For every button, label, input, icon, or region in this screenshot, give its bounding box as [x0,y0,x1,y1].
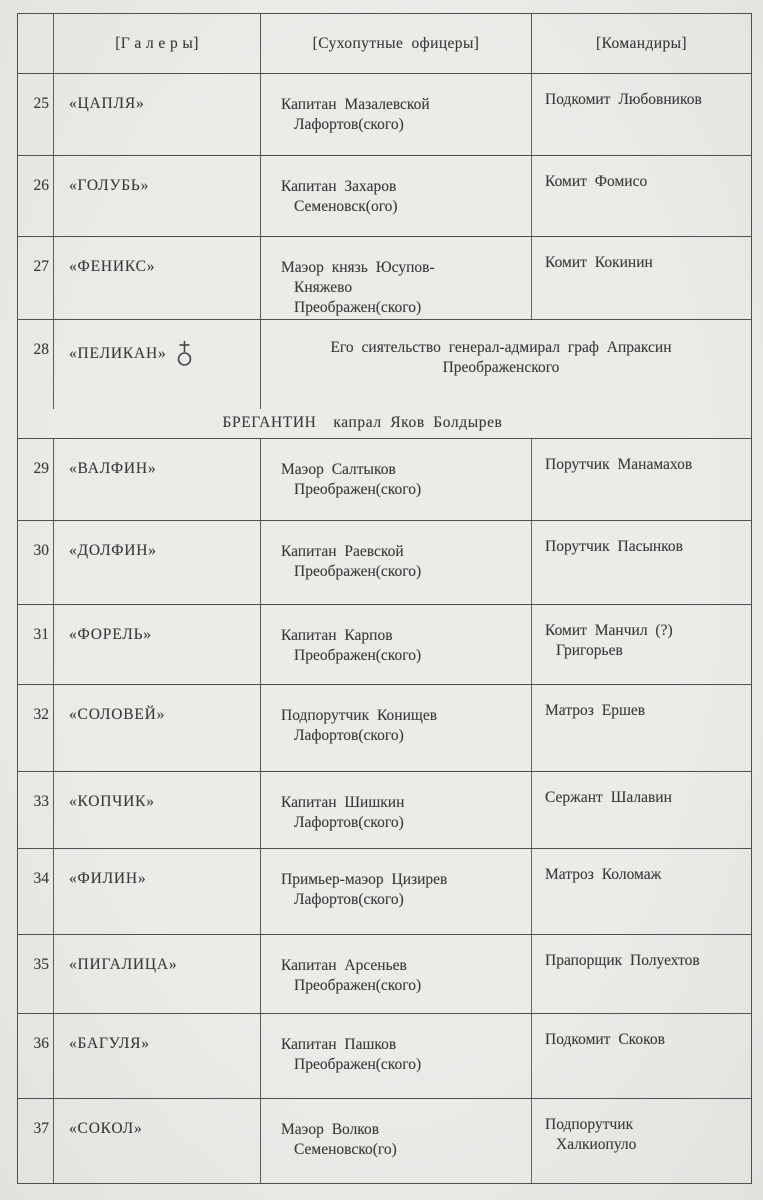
header-officers: [Сухопутные офицеры] [261,14,532,73]
ship-name: «ДОЛФИН» [54,521,261,604]
ship-number: 31 [18,605,54,684]
table-row [18,934,751,1013]
ship-name: «СОЛОВЕЙ» [54,685,261,771]
ship-name: «ЦАПЛЯ» [54,74,261,155]
brigantine-section-line: БРЕГАНТИН капрал Яков Болдырев [222,414,503,431]
commander-cell: Порутчик Манамахов [545,456,693,473]
officer-cell: Капитан Арсеньев Преображен(ского) [261,935,532,1013]
table-row [18,604,751,684]
ship-number: 35 [18,935,54,1013]
commander-cell: Комит Фомисо [545,173,648,190]
admiral-merged-cell: Его сиятельство генерал-адмирал граф Апраксин Преображенского [330,339,672,376]
officer-cell: Капитан Шишкин Лафортов(ского) [261,772,532,848]
commander-cell: Матроз Ершев [545,702,646,719]
commander-cell: Подпорутчик Халкиопуло [545,1116,637,1153]
commander-cell: Матроз Коломаж [545,866,662,883]
ship-number: 34 [18,849,54,934]
table-row-merged [18,319,751,409]
table-header-row [18,14,751,73]
officer-cell: Подпорутчик Конищев Лафортов(ского) [261,685,532,771]
table-row [18,1013,751,1098]
commander-cell: Подкомит Скоков [545,1031,665,1048]
ship-number: 37 [18,1099,54,1183]
officer-cell: Маэор князь Юсупов- Княжево Преображен(ского) [261,237,532,319]
ship-name: «ФЕНИКС» [54,237,261,319]
ship-number: 25 [18,74,54,155]
table-row [18,1098,751,1183]
ship-name: «ГОЛУБЬ» [54,156,261,236]
ship-number: 33 [18,772,54,848]
ship-name: «БАГУЛЯ» [54,1014,261,1098]
officer-cell: Капитан Мазалевской Лафортов(ского) [261,74,532,155]
ship-number: 29 [18,439,54,520]
table-row [18,236,751,319]
officer-cell: Маэор Салтыков Преображен(ского) [261,439,532,520]
officer-cell: Маэор Волков Семеновско(го) [261,1099,532,1183]
ship-name: «СОКОЛ» [54,1099,261,1183]
officer-cell: Капитан Карпов Преображен(ского) [261,605,532,684]
ship-number: 28 [18,320,54,409]
ship-name: «ПИГАЛИЦА» [54,935,261,1013]
header-number-cell [18,14,54,73]
commander-cell: Комит Манчил (?) Григорьев [545,622,673,659]
table-row [18,848,751,934]
commander-cell: Сержант Шалавин [545,789,672,806]
table-row [18,684,751,771]
commander-cell: Подкомит Любовников [545,91,702,108]
ship-name: «КОПЧИК» [54,772,261,848]
ship-number: 27 [18,237,54,319]
ship-number: 36 [18,1014,54,1098]
ship-number: 32 [18,685,54,771]
ship-name: «ФИЛИН» [54,849,261,934]
table-row [18,155,751,236]
commander-cell: Комит Кокинин [545,254,653,271]
galleys-table [17,13,752,1184]
cross-over-circle-icon [177,340,192,367]
ship-name: «ПЕЛИКАН» [54,320,261,409]
ship-name: «ВАЛФИН» [54,439,261,520]
officer-cell: Капитан Раевской Преображен(ского) [261,521,532,604]
header-commanders: [Командиры] [596,34,687,52]
commander-cell: Прапорщик Полуехтов [545,952,700,969]
ship-number: 30 [18,521,54,604]
officer-cell: Капитан Пашков Преображен(ского) [261,1014,532,1098]
table-row [18,771,751,848]
header-galleys: [Г а л е р ы] [54,14,261,73]
table-row [18,438,751,520]
officer-cell: Капитан Захаров Семеновск(ого) [261,156,532,236]
table-row [18,73,751,155]
commander-cell: Порутчик Пасынков [545,538,683,555]
ship-name: «ФОРЕЛЬ» [54,605,261,684]
officer-cell: Примьер-маэор Цизирев Лафортов(ского) [261,849,532,934]
table-row [18,520,751,604]
ship-number: 26 [18,156,54,236]
